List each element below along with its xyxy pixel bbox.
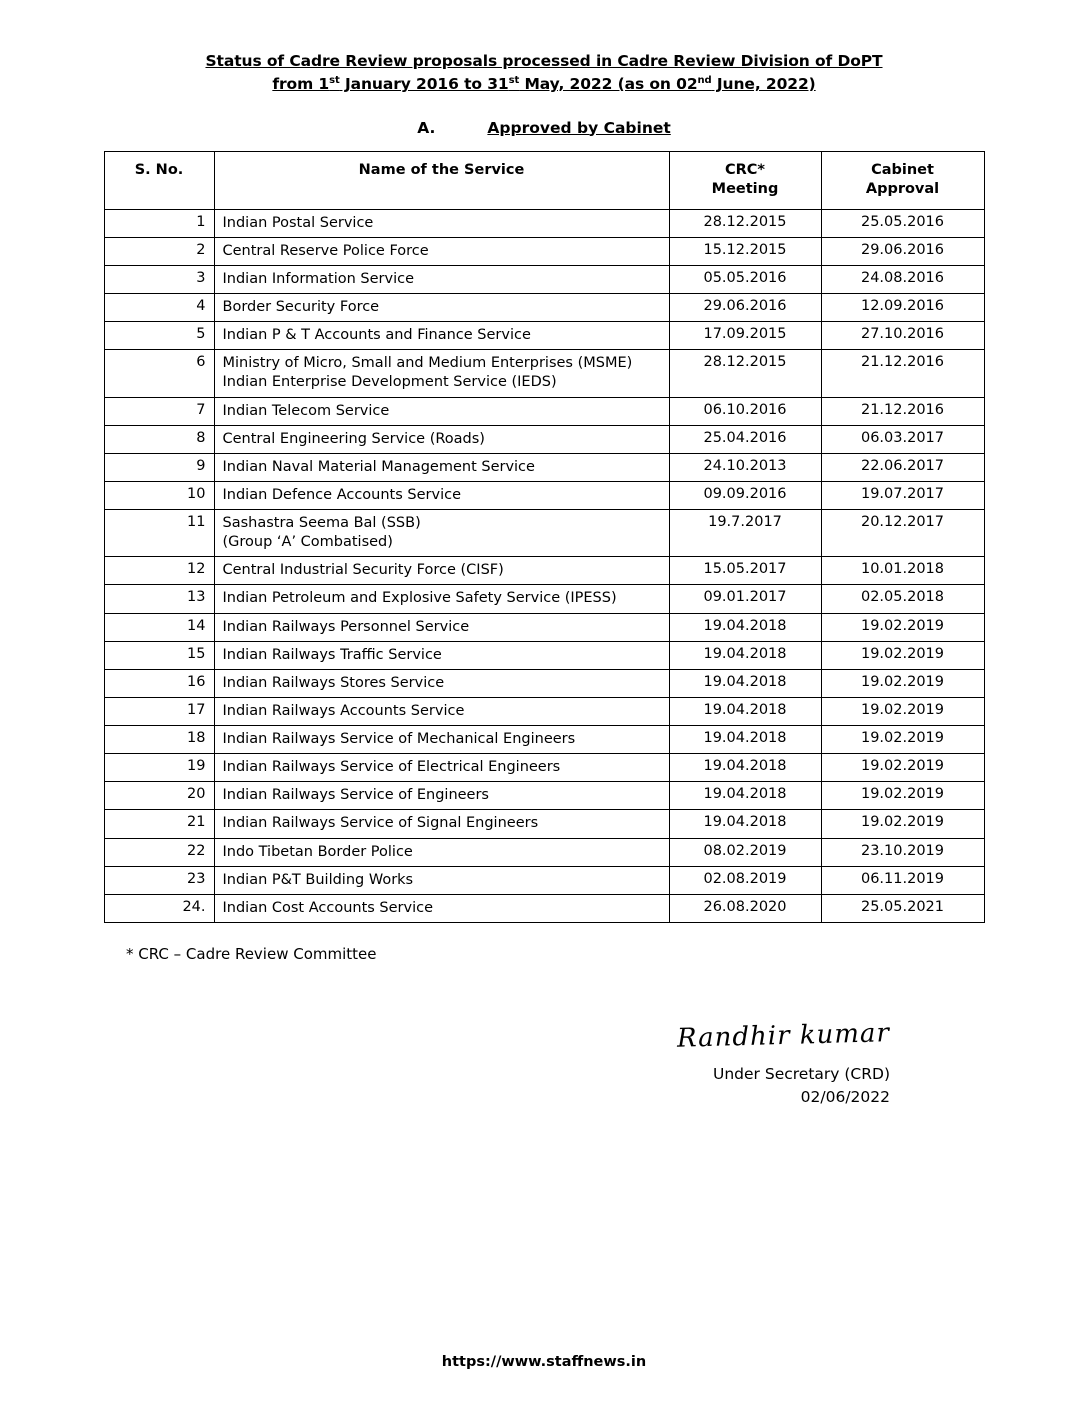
service-name-line: Indian Railways Personnel Service	[222, 618, 470, 635]
cell-sno: 7	[104, 397, 214, 425]
cell-crc-meeting: 19.7.2017	[669, 510, 821, 557]
cell-crc-meeting: 19.04.2018	[669, 726, 821, 754]
cell-cabinet-approval: 25.05.2016	[821, 209, 984, 237]
cell-service-name	[214, 613, 669, 641]
table-row	[104, 209, 984, 237]
table-row	[104, 425, 984, 453]
section-letter: A.	[417, 118, 436, 137]
cell-cabinet-approval: 21.12.2016	[821, 397, 984, 425]
cell-service-name	[214, 866, 669, 894]
service-name-line: Indian Postal Service	[222, 214, 374, 231]
cell-crc-meeting: 15.05.2017	[669, 557, 821, 585]
cell-sno: 19	[104, 754, 214, 782]
service-name-line: Indian Railways Accounts Service	[222, 702, 465, 719]
section-label: Approved by Cabinet	[487, 118, 671, 137]
table-row	[104, 322, 984, 350]
cell-service-name	[214, 237, 669, 265]
cell-cabinet-approval: 19.02.2019	[821, 810, 984, 838]
page-title-line-1: Status of Cadre Review proposals processed in Cadre Review Division of DoPT	[205, 52, 883, 70]
cell-sno: 10	[104, 481, 214, 509]
cell-crc-meeting: 02.08.2019	[669, 866, 821, 894]
cell-service-name	[214, 754, 669, 782]
cell-service-name	[214, 322, 669, 350]
cell-cabinet-approval: 12.09.2016	[821, 294, 984, 322]
cell-sno: 17	[104, 697, 214, 725]
service-name-line: Indian Railways Service of Mechanical Engineers	[222, 731, 576, 747]
service-name-line: Central Industrial Security Force (CISF)	[222, 562, 504, 579]
cell-service-name	[214, 510, 669, 557]
cell-service-name	[214, 782, 669, 810]
signature-designation: Under Secretary (CRD)	[713, 1064, 890, 1083]
service-name-line: Indian Railways Service of Signal Engineers	[222, 815, 539, 832]
header-crc-line-2: Meeting	[711, 181, 779, 198]
table-row	[104, 510, 984, 557]
table-row	[104, 265, 984, 293]
cell-sno: 15	[104, 641, 214, 669]
cell-service-name	[214, 726, 669, 754]
cell-service-name	[214, 894, 669, 922]
cell-service-name	[214, 425, 669, 453]
cell-sno: 21	[104, 810, 214, 838]
cell-service-name	[214, 557, 669, 585]
cell-crc-meeting: 28.12.2015	[669, 209, 821, 237]
service-name-line: Indo Tibetan Border Police	[222, 843, 413, 860]
cell-crc-meeting: 19.04.2018	[669, 641, 821, 669]
table-row	[104, 453, 984, 481]
cell-crc-meeting: 19.04.2018	[669, 810, 821, 838]
table-row	[104, 894, 984, 922]
cell-sno: 12	[104, 557, 214, 585]
table-row	[104, 838, 984, 866]
cell-cabinet-approval: 06.11.2019	[821, 866, 984, 894]
cell-sno: 6	[104, 350, 214, 397]
cell-cabinet-approval: 02.05.2018	[821, 585, 984, 613]
cell-cabinet-approval: 24.08.2016	[821, 265, 984, 293]
service-name-line: Sashastra Seema Bal (SSB)	[222, 515, 421, 531]
service-name-line: Indian Petroleum and Explosive Safety Service (IPESS)	[222, 590, 617, 607]
header-cabinet-approval	[821, 151, 984, 209]
footnote: * CRC – Cadre Review Committee	[126, 944, 377, 963]
footer-url: https://www.staffnews.in	[441, 1354, 647, 1370]
service-name-line: Indian Railways Service of Electrical Engineers	[222, 759, 561, 776]
cell-crc-meeting: 09.01.2017	[669, 585, 821, 613]
section-heading	[90, 119, 998, 137]
cell-cabinet-approval: 19.02.2019	[821, 754, 984, 782]
cell-service-name	[214, 453, 669, 481]
cell-crc-meeting: 25.04.2016	[669, 425, 821, 453]
title-sup-1: st	[329, 75, 340, 87]
cell-sno: 20	[104, 782, 214, 810]
table-row	[104, 237, 984, 265]
service-name-line: (Group ‘A’ Combatised)	[222, 534, 393, 551]
service-name-line: Indian Telecom Service	[222, 402, 390, 419]
cell-crc-meeting: 19.04.2018	[669, 782, 821, 810]
header-crc-meeting	[669, 151, 821, 209]
cell-service-name	[214, 838, 669, 866]
title-pre: from 1	[272, 75, 330, 94]
cell-crc-meeting: 19.04.2018	[669, 754, 821, 782]
cell-crc-meeting: 09.09.2016	[669, 481, 821, 509]
cell-crc-meeting: 19.04.2018	[669, 613, 821, 641]
cell-service-name	[214, 585, 669, 613]
cell-sno: 23	[104, 866, 214, 894]
table-row	[104, 697, 984, 725]
table-row	[104, 754, 984, 782]
title-mid: January 2016 to 31	[339, 75, 509, 94]
service-name-line: Border Security Force	[222, 299, 380, 315]
cell-service-name	[214, 669, 669, 697]
service-name-line: Indian Railways Traffic Service	[222, 646, 442, 663]
cell-cabinet-approval: 25.05.2021	[821, 894, 984, 922]
cell-crc-meeting: 05.05.2016	[669, 265, 821, 293]
title-mid-2: May, 2022 (as on 02	[519, 75, 698, 94]
cell-crc-meeting: 06.10.2016	[669, 397, 821, 425]
service-name-line: Indian Enterprise Development Service (IEDS)	[222, 374, 557, 391]
table-row	[104, 726, 984, 754]
service-name-line: Central Engineering Service (Roads)	[222, 430, 485, 447]
service-name-line: Indian Information Service	[222, 270, 415, 287]
table-header-row	[104, 151, 984, 209]
cell-sno: 8	[104, 425, 214, 453]
cell-service-name	[214, 641, 669, 669]
cell-sno: 2	[104, 237, 214, 265]
cadre-review-table	[104, 151, 985, 923]
cell-sno: 22	[104, 838, 214, 866]
table-row	[104, 585, 984, 613]
service-name-line: Ministry of Micro, Small and Medium Enterprises (MSME)	[222, 355, 633, 372]
table-row	[104, 294, 984, 322]
cell-sno: 5	[104, 322, 214, 350]
title-sup-2: st	[508, 75, 520, 87]
cell-cabinet-approval: 21.12.2016	[821, 350, 984, 397]
cell-crc-meeting: 29.06.2016	[669, 294, 821, 322]
cell-sno: 1	[104, 209, 214, 237]
cell-service-name	[214, 209, 669, 237]
cell-cabinet-approval: 19.02.2019	[821, 726, 984, 754]
service-name-line: Indian Railways Service of Engineers	[222, 787, 489, 804]
cell-sno: 11	[104, 510, 214, 557]
cell-sno: 18	[104, 726, 214, 754]
cell-cabinet-approval: 19.02.2019	[821, 669, 984, 697]
header-sno: S. No.	[104, 151, 214, 209]
page-title	[90, 50, 998, 97]
cell-crc-meeting: 17.09.2015	[669, 322, 821, 350]
cell-service-name	[214, 697, 669, 725]
cell-cabinet-approval: 19.02.2019	[821, 641, 984, 669]
table-row	[104, 613, 984, 641]
cell-cabinet-approval: 10.01.2018	[821, 557, 984, 585]
service-name-line: Indian P&T Building Works	[222, 871, 414, 888]
cell-sno: 16	[104, 669, 214, 697]
service-name-line: Indian Defence Accounts Service	[222, 486, 461, 503]
table-row	[104, 866, 984, 894]
header-cabinet-line-2: Approval	[865, 181, 940, 198]
page-title-line-2	[90, 73, 998, 96]
cell-service-name	[214, 810, 669, 838]
cell-crc-meeting: 24.10.2013	[669, 453, 821, 481]
cell-cabinet-approval: 06.03.2017	[821, 425, 984, 453]
cell-sno: 13	[104, 585, 214, 613]
table-row	[104, 641, 984, 669]
cell-cabinet-approval: 19.02.2019	[821, 613, 984, 641]
table-row	[104, 397, 984, 425]
header-crc-line-1: CRC*	[724, 161, 766, 178]
title-sup-3: nd	[697, 75, 712, 87]
table-row	[104, 782, 984, 810]
cell-cabinet-approval: 20.12.2017	[821, 510, 984, 557]
signature-date: 02/06/2022	[800, 1088, 890, 1107]
cell-crc-meeting: 19.04.2018	[669, 669, 821, 697]
service-name-line: Indian Cost Accounts Service	[222, 899, 434, 916]
service-name-line: Indian Railways Stores Service	[222, 674, 445, 691]
table-row	[104, 810, 984, 838]
cell-cabinet-approval: 19.07.2017	[821, 481, 984, 509]
service-name-line: Central Reserve Police Force	[222, 242, 429, 259]
cell-cabinet-approval: 29.06.2016	[821, 237, 984, 265]
cell-cabinet-approval: 22.06.2017	[821, 453, 984, 481]
cell-cabinet-approval: 19.02.2019	[821, 697, 984, 725]
cell-crc-meeting: 28.12.2015	[669, 350, 821, 397]
signature-block	[90, 1018, 998, 1110]
cell-service-name	[214, 294, 669, 322]
cell-crc-meeting: 08.02.2019	[669, 838, 821, 866]
cell-crc-meeting: 26.08.2020	[669, 894, 821, 922]
table-header	[104, 151, 984, 209]
cell-service-name	[214, 350, 669, 397]
service-name-line: Indian P & T Accounts and Finance Service	[222, 327, 531, 344]
cell-service-name	[214, 481, 669, 509]
table-row	[104, 669, 984, 697]
table-row	[104, 481, 984, 509]
header-service-name: Name of the Service	[214, 151, 669, 209]
table-body	[104, 209, 984, 922]
cell-sno: 4	[104, 294, 214, 322]
cell-sno: 14	[104, 613, 214, 641]
cell-crc-meeting: 19.04.2018	[669, 697, 821, 725]
cell-sno: 3	[104, 265, 214, 293]
title-end: June, 2022)	[711, 75, 816, 94]
cell-cabinet-approval: 23.10.2019	[821, 838, 984, 866]
cell-sno: 24.	[104, 894, 214, 922]
cell-crc-meeting: 15.12.2015	[669, 237, 821, 265]
table-row	[104, 350, 984, 397]
table-row	[104, 557, 984, 585]
cell-cabinet-approval: 27.10.2016	[821, 322, 984, 350]
cell-service-name	[214, 397, 669, 425]
handwritten-signature: Randhir kumar	[676, 1018, 891, 1054]
service-name-line: Indian Naval Material Management Service	[222, 458, 535, 475]
cell-service-name	[214, 265, 669, 293]
cell-cabinet-approval: 19.02.2019	[821, 782, 984, 810]
header-cabinet-line-1: Cabinet	[871, 161, 934, 178]
cell-sno: 9	[104, 453, 214, 481]
